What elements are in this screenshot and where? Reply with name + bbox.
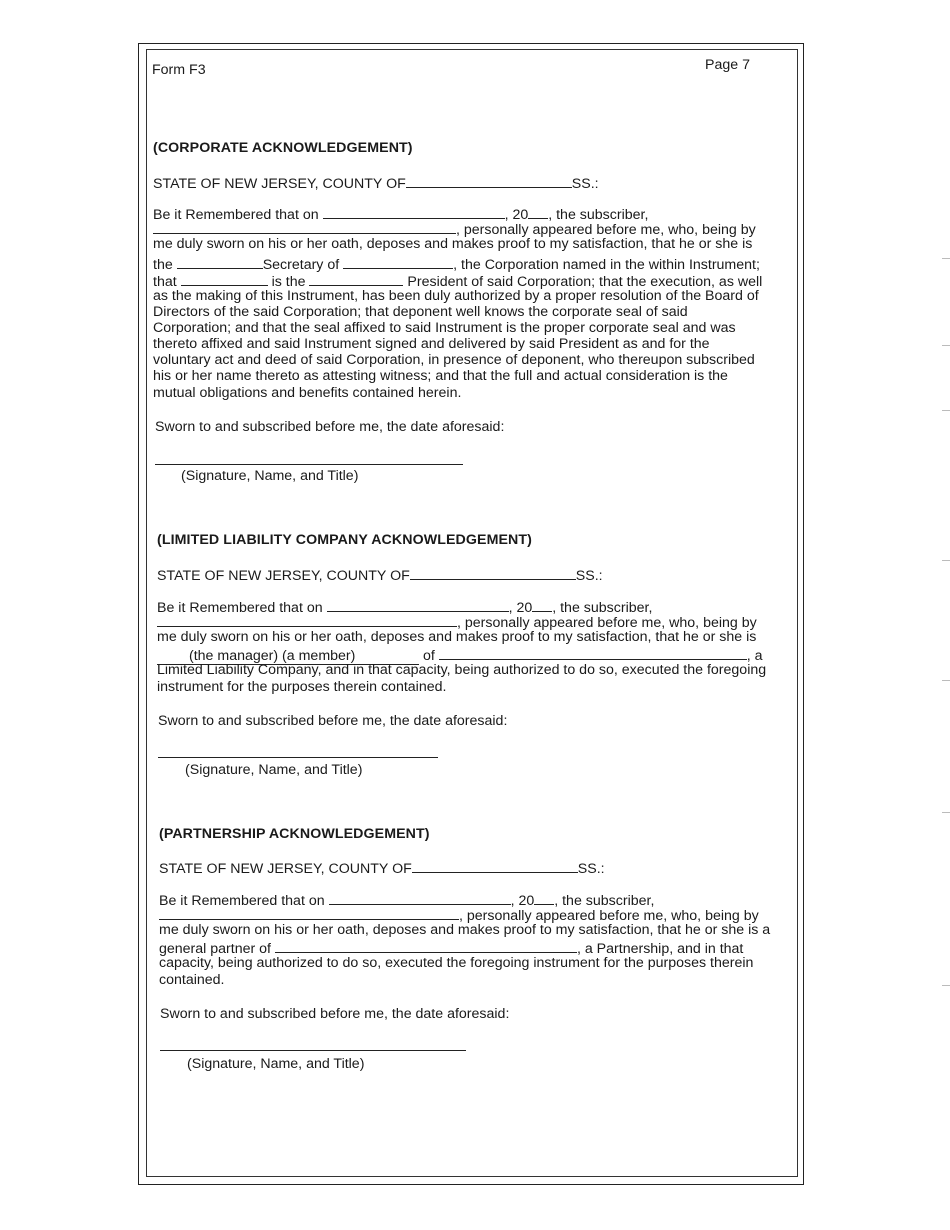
llc-name-field[interactable]	[439, 646, 747, 660]
partnership-sworn-line: me duly sworn on his or her oath, deposes and makes proof to my satisfaction, that he or she is a	[159, 922, 771, 938]
date-field[interactable]	[323, 205, 505, 219]
ss-label: SS.:	[571, 176, 599, 192]
president-of-text: President of said Corporation; that the execution, as well	[407, 274, 763, 290]
corporate-body-line: Corporation; and that the seal affixed to said Instrument is the proper corporate seal and was	[153, 320, 736, 336]
llc-state-line	[157, 566, 603, 584]
the-text: the	[153, 257, 173, 273]
year-field[interactable]	[534, 891, 554, 905]
corporate-secretary-line	[153, 255, 760, 273]
scan-edge-mark	[942, 680, 950, 681]
date-field[interactable]	[329, 891, 511, 905]
scan-edge-mark	[942, 985, 950, 986]
president-title-field[interactable]	[309, 272, 403, 286]
partnership-heading: (PARTNERSHIP ACKNOWLEDGEMENT)	[159, 826, 430, 842]
county-field[interactable]	[406, 174, 572, 188]
secretary-of-text: Secretary of	[262, 257, 340, 273]
page-number: Page 7	[705, 57, 750, 73]
date-field[interactable]	[327, 598, 509, 612]
role-field[interactable]: (the manager) (a member)	[157, 648, 419, 665]
corporate-signature-label: (Signature, Name, and Title)	[181, 468, 359, 484]
year-field[interactable]	[528, 205, 548, 219]
corporate-heading: (CORPORATE ACKNOWLEDGEMENT)	[153, 140, 413, 156]
corporate-body-line: his or her name thereto as attesting witness; and that the full and actual consideration is the	[153, 368, 728, 384]
be-it-remembered: Be it Remembered that on	[159, 893, 325, 909]
corporate-body-line: as the making of this Instrument, has been duly authorized by a proper resolution of the Board of	[153, 288, 759, 304]
scan-edge-mark	[942, 812, 950, 813]
year-prefix: , 20	[504, 207, 529, 223]
scan-edge-mark	[942, 345, 950, 346]
corporate-signature-line[interactable]	[155, 464, 463, 465]
year-prefix: , 20	[510, 893, 535, 909]
corporate-sworn-line: me duly sworn on his or her oath, deposes and makes proof to my satisfaction, that he or she is	[153, 236, 753, 252]
state-label: STATE OF NEW JERSEY, COUNTY OF	[153, 176, 406, 192]
appeared-text: , personally appeared before me, who, being by	[459, 908, 759, 924]
llc-signature-label: (Signature, Name, and Title)	[185, 762, 363, 778]
general-partner-text: general partner of	[159, 941, 271, 957]
be-it-remembered: Be it Remembered that on	[157, 600, 323, 616]
be-it-remembered: Be it Remembered that on	[153, 207, 319, 223]
corporate-body-line: Directors of the said Corporation; that deponent well knows the corporate seal of said	[153, 304, 688, 320]
partnership-sworn-to: Sworn to and subscribed before me, the date aforesaid:	[160, 1006, 510, 1022]
corporate-state-line	[153, 174, 599, 192]
state-label: STATE OF NEW JERSEY, COUNTY OF	[157, 568, 410, 584]
subscriber-text: , the subscriber,	[554, 893, 655, 909]
state-label: STATE OF NEW JERSEY, COUNTY OF	[159, 861, 412, 877]
corporate-body-line: thereto affixed and said Instrument signed and delivered by said President as and for the	[153, 336, 710, 352]
subscriber-text: , the subscriber,	[552, 600, 653, 616]
secretary-name-field[interactable]	[177, 255, 263, 269]
subscriber-name-field[interactable]	[159, 906, 459, 920]
partnership-signature-line[interactable]	[160, 1050, 466, 1051]
a-text: , a	[746, 648, 763, 664]
scan-edge-mark	[942, 258, 950, 259]
county-field[interactable]	[412, 859, 578, 873]
appeared-text: , personally appeared before me, who, being by	[457, 615, 757, 631]
year-field[interactable]	[532, 598, 552, 612]
a-partnership-text: , a Partnership, and in that	[576, 941, 744, 957]
subscriber-name-field[interactable]	[153, 220, 456, 234]
corporate-body-line: mutual obligations and benefits contained herein.	[153, 385, 462, 401]
scan-edge-mark	[942, 560, 950, 561]
partnership-body-line: capacity, being authorized to do so, executed the foregoing instrument for the purposes therein	[159, 955, 754, 971]
partnership-body-line: contained.	[159, 972, 225, 988]
that-text: that	[153, 274, 177, 290]
of-text: of	[422, 648, 435, 664]
form-label: Form F3	[152, 62, 206, 78]
is-the-text: is the	[271, 274, 306, 290]
appeared-text: , personally appeared before me, who, being by	[456, 222, 756, 238]
partnership-signature-label: (Signature, Name, and Title)	[187, 1056, 365, 1072]
llc-sworn-to: Sworn to and subscribed before me, the date aforesaid:	[158, 713, 508, 729]
llc-signature-line[interactable]	[158, 757, 438, 758]
year-prefix: , 20	[508, 600, 533, 616]
corporate-sworn-to: Sworn to and subscribed before me, the date aforesaid:	[155, 419, 505, 435]
ss-label: SS.:	[577, 861, 605, 877]
llc-heading: (LIMITED LIABILITY COMPANY ACKNOWLEDGEMENT)	[157, 532, 532, 548]
partnership-state-line	[159, 859, 605, 877]
scan-edge-mark	[942, 410, 950, 411]
president-name-field[interactable]	[181, 272, 268, 286]
county-field[interactable]	[410, 566, 576, 580]
llc-sworn-line: me duly sworn on his or her oath, deposes and makes proof to my satisfaction, that he or she is	[157, 629, 757, 645]
subscriber-text: , the subscriber,	[548, 207, 649, 223]
ss-label: SS.:	[575, 568, 603, 584]
partnership-name-field[interactable]	[275, 939, 577, 953]
corporation-name-field[interactable]	[343, 255, 453, 269]
subscriber-name-field[interactable]	[157, 613, 457, 627]
llc-body-line: instrument for the purposes therein contained.	[157, 679, 447, 695]
llc-body-line: Limited Liability Company, and in that capacity, being authorized to do so, executed the foregoing	[157, 662, 767, 678]
corp-named-text: , the Corporation named in the within Instrument;	[453, 257, 760, 273]
corporate-body-line: voluntary act and deed of said Corporation, in presence of deponent, who thereupon subscribed	[153, 352, 755, 368]
